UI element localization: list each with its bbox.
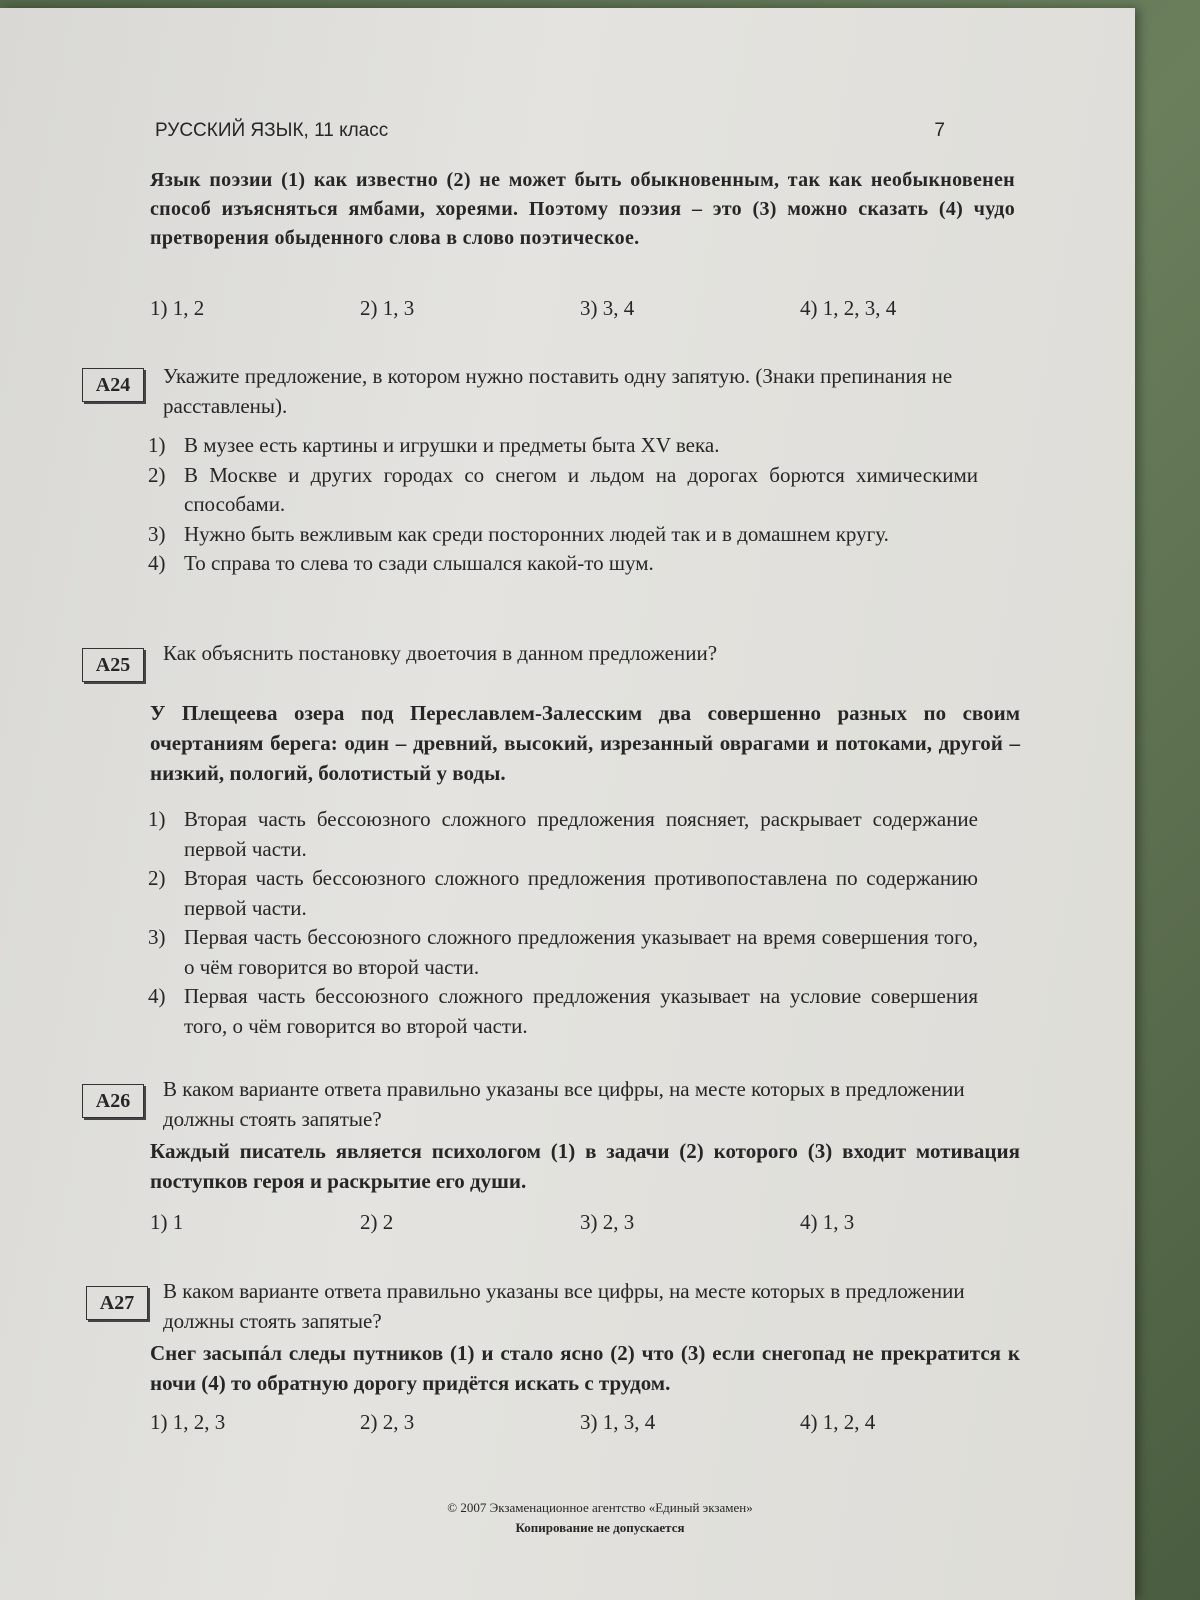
list-item: 1) В музее есть картины и игрушки и предметы быта XV века. bbox=[148, 433, 720, 457]
subject-title: РУССКИЙ ЯЗЫК, 11 класс bbox=[155, 120, 389, 141]
answer-option: 2) 2, 3 bbox=[360, 1410, 415, 1434]
page-footer bbox=[300, 1498, 900, 1538]
copyright-line: © 2007 Экзаменационное агентство «Единый экзамен» bbox=[447, 1500, 753, 1515]
answer-option: 1) 1, 2, 3 bbox=[150, 1410, 226, 1434]
question-label-a27: А27 bbox=[86, 1286, 148, 1320]
question-a24-text: Укажите предложение, в котором нужно поставить одну запятую. (Знаки препинания не расставлены). bbox=[163, 364, 953, 418]
page-header bbox=[155, 120, 945, 142]
answer-option: 3) 1, 3, 4 bbox=[580, 1410, 656, 1434]
list-item: 4) Первая часть бессоюзного сложного предложения указывает на условие совершения того, о чём говорится во второй части. bbox=[148, 984, 978, 1038]
question-label-a25: А25 bbox=[82, 648, 144, 682]
exam-page bbox=[0, 8, 1135, 1600]
answer-option: 2) 2 bbox=[360, 1210, 394, 1234]
list-item: 2) В Москве и других городах со снегом и льдом на дорогах борются химическими способами. bbox=[148, 462, 978, 516]
a25-sentence: У Плещеева озера под Переславлем-Залесским два совершенно разных по своим очертаниям берега: один – древний, высокий, изрезанный оврагами и потоками, другой – низкий, пологий, болотистый у воды. bbox=[150, 701, 1020, 785]
question-a27-text: В каком варианте ответа правильно указаны все цифры, на месте которых в предложении должны стоять запятые? bbox=[163, 1279, 965, 1333]
answer-option: 1) 1 bbox=[150, 1210, 184, 1234]
list-item: 4) То справа то слева то сзади слышался какой-то шум. bbox=[148, 551, 654, 575]
a26-sentence: Каждый писатель является психологом (1) в задачи (2) которого (3) входит мотивация поступков героя и раскрытие его души. bbox=[150, 1139, 1020, 1193]
intro-answers bbox=[150, 296, 970, 321]
question-label-a26: А26 bbox=[82, 1084, 144, 1118]
answer-option: 2) 1, 3 bbox=[360, 296, 415, 320]
list-item: 3) Нужно быть вежливым как среди посторонних людей так и в домашнем кругу. bbox=[148, 521, 889, 546]
a24-options bbox=[148, 431, 978, 579]
question-a26-text: В каком варианте ответа правильно указаны все цифры, на месте которых в предложении должны стоять запятые? bbox=[163, 1077, 965, 1131]
copy-notice: Копирование не допускается bbox=[515, 1520, 685, 1535]
question-a25-text: Как объяснить постановку двоеточия в данном предложении? bbox=[163, 641, 718, 665]
answer-option: 3) 2, 3 bbox=[580, 1210, 635, 1234]
answer-option: 4) 1, 2, 3, 4 bbox=[800, 296, 897, 320]
question-label-a24: А24 bbox=[82, 368, 144, 402]
answer-option: 4) 1, 3 bbox=[800, 1210, 855, 1234]
a25-options bbox=[148, 805, 978, 1041]
page-number: 7 bbox=[934, 120, 945, 141]
a26-answers bbox=[150, 1210, 970, 1235]
a27-answers bbox=[150, 1410, 970, 1435]
intro-sentence: Язык поэзии (1) как известно (2) не может быть обыкновенным, так как необыкновенен способ изъясняться ямбами, хореями. Поэтому поэзия – это (3) можно сказать (4) чудо претворения обыденного слова в слово поэтическое. bbox=[150, 169, 1015, 249]
list-item: 2) Вторая часть бессоюзного сложного предложения противопоставлена по содержанию первой части. bbox=[148, 866, 978, 920]
list-item: 3) Первая часть бессоюзного сложного предложения указывает на время совершения того, о чём говорится во второй части. bbox=[148, 925, 978, 979]
list-item: 1) Вторая часть бессоюзного сложного предложения поясняет, раскрывает содержание первой части. bbox=[148, 807, 978, 861]
answer-option: 3) 3, 4 bbox=[580, 296, 635, 320]
a27-sentence: Снег засыпáл следы путников (1) и стало ясно (2) что (3) если снегопад не прекратится к ночи (4) то обратную дорогу придётся искать с трудом. bbox=[150, 1341, 1020, 1395]
answer-option: 1) 1, 2 bbox=[150, 296, 205, 320]
answer-option: 4) 1, 2, 4 bbox=[800, 1410, 876, 1434]
